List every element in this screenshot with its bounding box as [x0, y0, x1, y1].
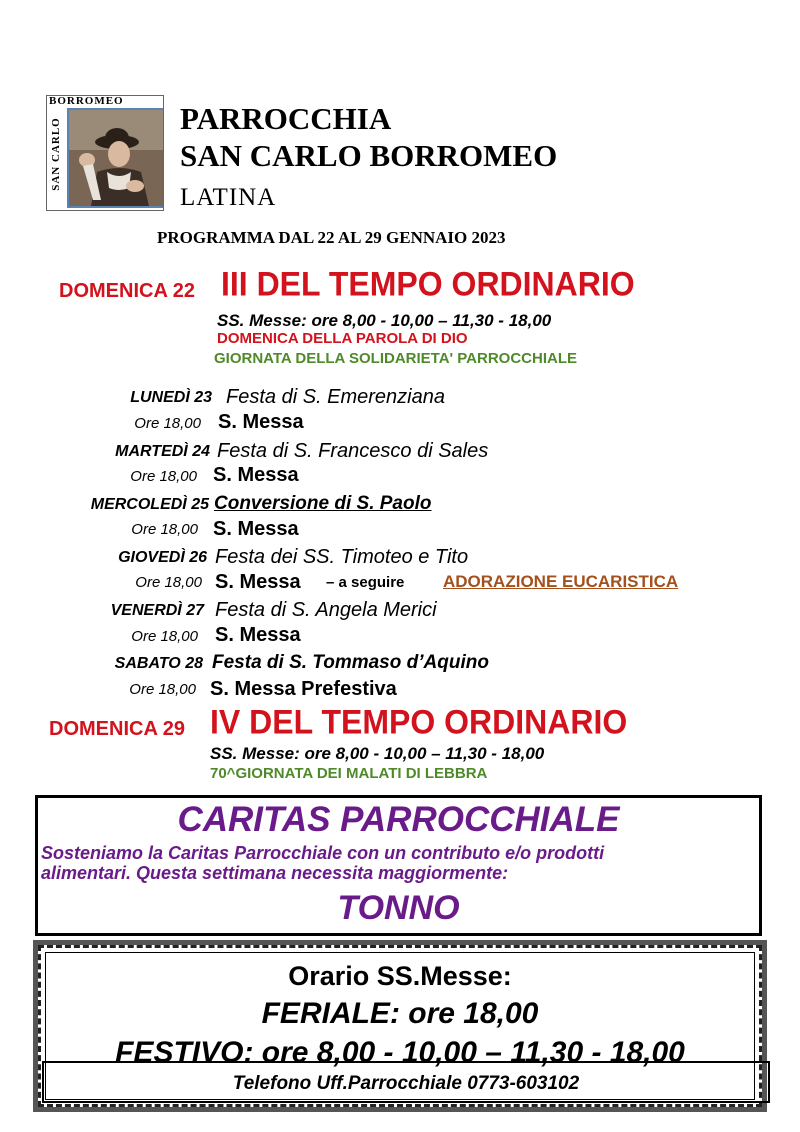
caritas-text-line1: Sosteniamo la Caritas Parrocchiale con un contributo e/o prodotti	[41, 843, 605, 863]
caritas-needed-item: TONNO	[337, 889, 460, 927]
sunday1-note-parola: DOMENICA DELLA PAROLA DI DIO	[217, 330, 468, 347]
program-dates: PROGRAMMA DAL 22 AL 29 GENNAIO 2023	[157, 228, 506, 247]
parish-logo	[46, 95, 164, 211]
telefono-text: Telefono Uff.Parrocchiale 0773-603102	[232, 1073, 580, 1094]
sunday2-masses: SS. Messe: ore 8,00 - 10,00 – 11,30 - 18,00	[210, 744, 545, 763]
wednesday-time: Ore 18,00	[131, 521, 198, 538]
friday-day: VENERDÌ 27	[110, 602, 204, 619]
saturday-mass: S. Messa Prefestiva	[210, 678, 397, 700]
thursday-feast: Festa dei SS. Timoteo e Tito	[215, 546, 469, 568]
sunday1-title: III DEL TEMPO ORDINARIO	[221, 264, 635, 303]
saint-portrait-icon	[69, 110, 163, 206]
logo-top-text: BORROMEO	[49, 95, 124, 107]
saint-portrait-image	[67, 108, 164, 208]
logo-side-text: SAN CARLO	[50, 117, 62, 191]
sunday2-note-lebbra: 70^GIORNATA DEI MALATI DI LEBBRA	[210, 765, 488, 782]
friday-feast: Festa di S. Angela Merici	[215, 599, 437, 621]
orario-feriale: FERIALE: ore 18,00	[261, 997, 539, 1030]
tuesday-time: Ore 18,00	[130, 468, 197, 485]
tuesday-day: MARTEDÌ 24	[115, 443, 210, 460]
saturday-day: SABATO 28	[114, 655, 203, 672]
monday-day: LUNEDÌ 23	[130, 389, 212, 406]
caritas-text-line2: alimentari. Questa settimana necessita maggiormente:	[41, 863, 509, 883]
thursday-day: GIOVEDÌ 26	[118, 549, 207, 566]
parish-city: LATINA	[180, 184, 277, 211]
sunday1-masses: SS. Messe: ore 8,00 - 10,00 – 11,30 - 18,00	[217, 311, 552, 330]
sunday1-note-solidarieta: GIORNATA DELLA SOLIDARIETA' PARROCCHIALE	[214, 350, 577, 367]
sunday2-day: DOMENICA 29	[49, 718, 185, 740]
parish-title-line2: SAN CARLO BORROMEO	[180, 138, 558, 173]
orario-title: Orario SS.Messe:	[288, 961, 512, 991]
saturday-time: Ore 18,00	[129, 681, 196, 698]
caritas-title: CARITAS PARROCCHIALE	[177, 800, 620, 839]
sunday1-day: DOMENICA 22	[59, 280, 195, 302]
friday-time: Ore 18,00	[131, 628, 198, 645]
sunday2-title: IV DEL TEMPO ORDINARIO	[210, 702, 628, 741]
saturday-feast: Festa di S. Tommaso d’Aquino	[212, 652, 489, 673]
tuesday-mass: S. Messa	[213, 464, 299, 486]
thursday-time: Ore 18,00	[135, 574, 202, 591]
friday-mass: S. Messa	[215, 624, 301, 646]
parish-title-line1: PARROCCHIA	[180, 101, 392, 136]
monday-time: Ore 18,00	[134, 415, 201, 432]
tuesday-feast: Festa di S. Francesco di Sales	[217, 440, 489, 462]
wednesday-mass: S. Messa	[213, 518, 299, 540]
wednesday-feast: Conversione di S. Paolo	[214, 493, 432, 514]
monday-mass: S. Messa	[218, 411, 304, 433]
thursday-adorazione: ADORAZIONE EUCARISTICA	[443, 572, 679, 591]
orario-festivo: FESTIVO: ore 8,00 - 10,00 – 11,30 - 18,00	[115, 1036, 685, 1069]
thursday-mass: S. Messa	[215, 571, 301, 593]
thursday-extra: – a seguire	[326, 574, 405, 591]
wednesday-day: MERCOLEDÌ 25	[90, 496, 209, 513]
monday-feast: Festa di S. Emerenziana	[226, 386, 445, 408]
